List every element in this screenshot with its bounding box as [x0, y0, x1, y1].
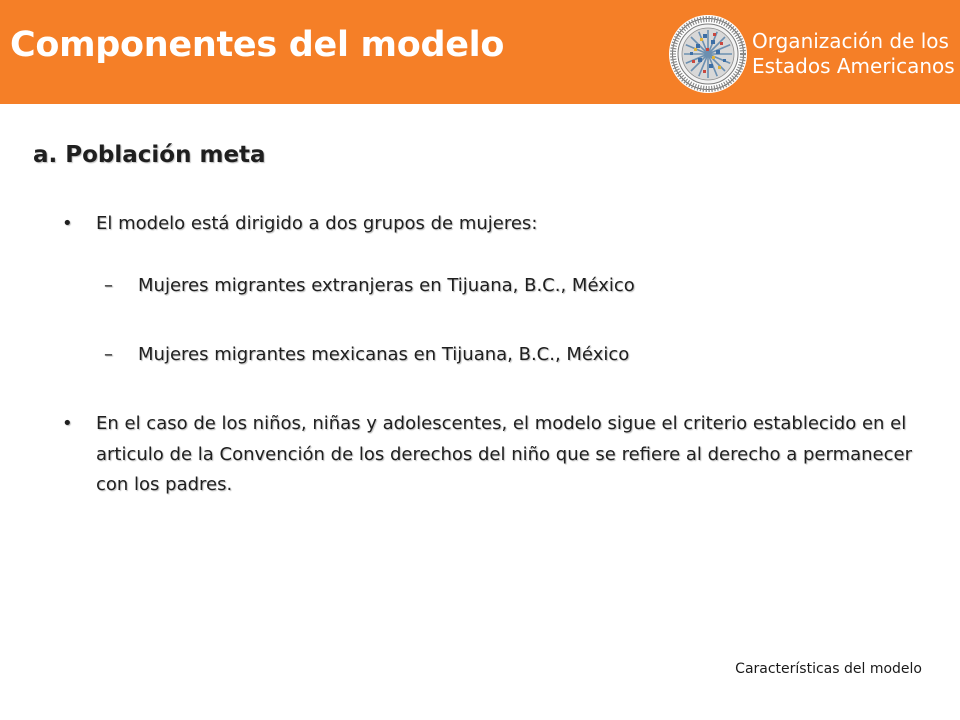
oas-seal-icon — [668, 14, 748, 94]
dash-marker: – — [104, 275, 113, 296]
sub-bullet-item — [104, 340, 924, 370]
bullet-text: El modelo está dirigido a dos grupos de mujeres: — [96, 213, 538, 234]
footer-label: Características del modelo — [735, 661, 922, 677]
bullet-item — [62, 409, 922, 501]
bullet-marker: • — [62, 413, 73, 434]
section-title: a. Población meta — [33, 142, 266, 168]
organization-name-line-2: Estados Americanos — [752, 54, 955, 78]
sub-bullet-item — [104, 271, 924, 301]
dash-marker: – — [104, 344, 113, 365]
bullet-marker: • — [62, 213, 73, 234]
bullet-item — [62, 209, 922, 239]
header-bar — [0, 0, 960, 104]
organization-name — [752, 29, 955, 79]
sub-bullet-text: Mujeres migrantes mexicanas en Tijuana, B.C., México — [138, 344, 630, 365]
sub-bullet-text: Mujeres migrantes extranjeras en Tijuana, B.C., México — [138, 275, 635, 296]
page-title: Componentes del modelo — [10, 25, 505, 65]
organization-name-line-1: Organización de los — [752, 29, 949, 53]
bullet-text: En el caso de los niños, niñas y adolescentes, el modelo sigue el criterio establecido en el articulo de la Convención de los derechos del niño que se refiere al derecho a permanecer con los padres. — [96, 413, 912, 495]
